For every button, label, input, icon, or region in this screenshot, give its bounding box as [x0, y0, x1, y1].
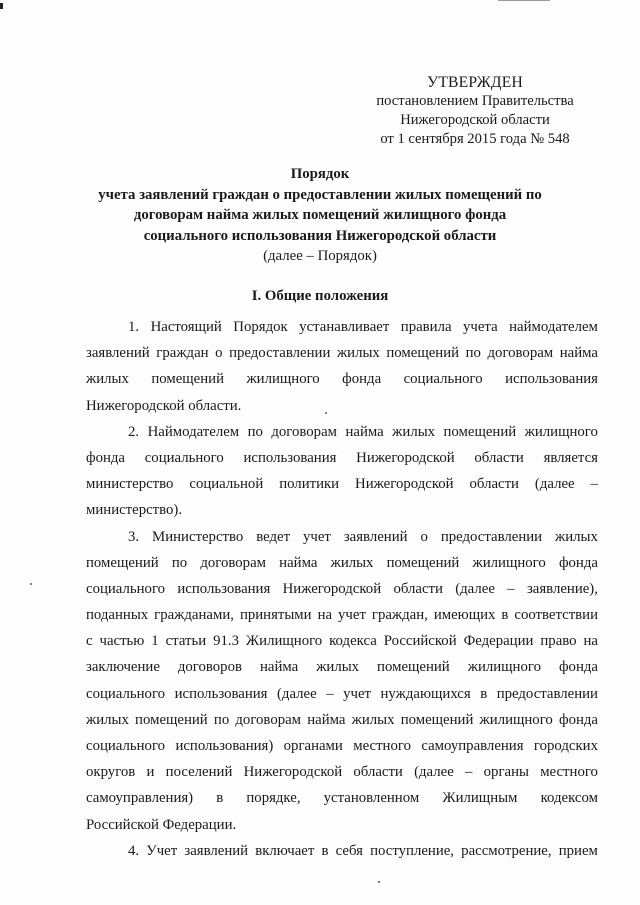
scan-speck — [30, 583, 32, 585]
paragraph-line: Российской Федерации. — [86, 816, 237, 833]
paragraph-line: министерство социальной политики Нижегородской области (далее – — [86, 476, 598, 493]
approval-block — [300, 73, 640, 149]
approval-stamp: УТВЕРЖДЕН — [427, 74, 523, 91]
paragraph — [86, 524, 598, 838]
approval-line: Нижегородской области — [400, 112, 550, 128]
paragraph-line: Нижегородской области. — [86, 397, 242, 414]
paragraph-line: социального использования Нижегородской области (далее – заявление), — [86, 580, 598, 597]
scan-speck — [325, 412, 327, 414]
title-line: социального использования Нижегородской области — [143, 227, 497, 244]
paragraph-line: социального использования (далее – учет нуждающихся в предоставлении — [86, 685, 598, 702]
paragraph-line: 1. Настоящий Порядок устанавливает правила учета наймодателем — [128, 319, 598, 335]
paragraph — [86, 314, 598, 419]
paragraph-line: 3. Министерство ведет учет заявлений о предоставлении жилых — [128, 528, 598, 545]
paragraph-line: помещений по договорам найма жилых помещений жилищного фонда — [86, 554, 598, 571]
document-title — [0, 164, 640, 267]
paragraph-line: округов и поселений Нижегородской области (далее – органы местного — [86, 764, 598, 781]
title-line: учета заявлений граждан о предоставлении жилых помещений по — [98, 186, 542, 203]
paragraph-line: с частью 1 статьи 91.3 Жилищного кодекса Российской Федерации право на — [86, 633, 598, 650]
paragraph-line: 2. Наймодателем по договорам найма жилых помещений жилищного — [128, 423, 598, 440]
paragraph-line: заключение договоров найма жилых помещений жилищного фонда — [86, 659, 598, 676]
paragraph-line: жилых помещений жилищного фонда социального использования — [86, 371, 598, 388]
paragraph-line: 4. Учет заявлений включает в себя поступление, рассмотрение, прием — [128, 842, 598, 859]
approval-line: постановлением Правительства — [376, 93, 574, 109]
paragraph — [86, 419, 598, 524]
paragraph-line: поданных гражданами, принятыми на учет граждан, имеющих в соответствии — [86, 607, 598, 624]
scan-mark — [0, 3, 3, 9]
title-note: (далее – Порядок) — [263, 248, 377, 264]
title-heading: Порядок — [290, 166, 350, 182]
paragraph-line: заявлений граждан о предоставлении жилых помещений по договорам найма — [86, 345, 598, 362]
paragraph-line: самоуправления) в порядке, установленном Жилищным кодексом — [86, 790, 598, 807]
paragraph-line: жилых помещений по договорам найма жилых помещений жилищного фонда — [86, 711, 598, 728]
paragraph-line: социального использования) органами местного самоуправления городских — [86, 738, 598, 754]
scan-mark — [498, 0, 550, 1]
scan-speck — [378, 881, 380, 883]
document-body — [86, 314, 598, 864]
section-heading: I. Общие положения — [251, 288, 389, 304]
paragraph-line: фонда социального использования Нижегородской области является — [86, 449, 598, 466]
approval-line: от 1 сентября 2015 года № 548 — [380, 131, 570, 147]
title-line: договорам найма жилых помещений жилищного фонда — [133, 207, 507, 223]
paragraph — [86, 838, 598, 864]
paragraph-line: министерство). — [86, 502, 183, 519]
